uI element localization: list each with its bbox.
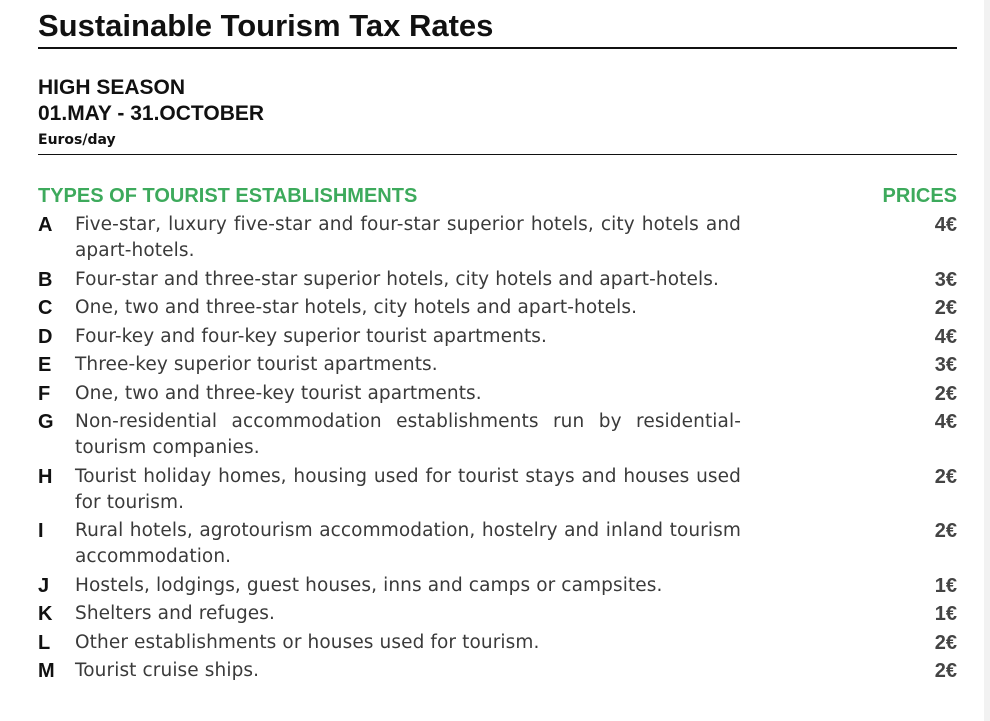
row-description: Rural hotels, agrotourism accommodation, hostelry and inland tourism accommodation.: [75, 520, 741, 567]
row-letter: F: [38, 382, 51, 405]
row-price: 4€: [934, 214, 957, 236]
row-letter: I: [38, 520, 44, 542]
table-row: [38, 658, 957, 684]
table-row: [38, 352, 957, 378]
row-description: One, two and three-key tourist apartments.: [75, 382, 482, 404]
row-price: 2€: [934, 631, 957, 654]
row-description: Five-star, luxury five-star and four-star superior hotels, city hotels and apart-hotels.: [75, 214, 741, 261]
row-price: 3€: [934, 268, 957, 291]
row-description: Non-residential accommodation establishments run by residential-tourism companies.: [75, 411, 741, 458]
row-letter: C: [38, 297, 53, 319]
table-row: [38, 381, 957, 407]
row-price: 4€: [934, 325, 957, 348]
table-row: [38, 464, 957, 516]
row-description: Other establishments or houses used for tourism.: [75, 631, 540, 653]
scrollbar[interactable]: [984, 0, 990, 721]
season-block: [38, 75, 957, 127]
season-name: HIGH SEASON: [38, 76, 186, 99]
table-row: [38, 518, 957, 570]
table-header: [38, 184, 957, 208]
row-price: 4€: [934, 411, 957, 433]
row-description: Tourist holiday homes, housing used for tourist stays and houses used for tourism.: [75, 465, 741, 513]
row-letter: J: [38, 574, 50, 597]
row-price: 1€: [934, 574, 957, 597]
row-price: 2€: [934, 520, 957, 542]
row-letter: D: [38, 325, 53, 348]
price-unit: Euros/day: [38, 132, 116, 148]
table-row: [38, 267, 957, 293]
row-letter: B: [38, 268, 53, 291]
row-description: Three-key superior tourist apartments.: [75, 354, 438, 375]
row-letter: G: [38, 411, 54, 433]
tax-rates-document: [38, 0, 957, 687]
row-letter: A: [38, 214, 53, 236]
table-row: [38, 601, 957, 627]
table-row: [38, 324, 957, 350]
row-price: 2€: [934, 660, 957, 682]
row-letter: H: [38, 465, 53, 488]
season-dates: 01.MAY - 31.OCTOBER: [38, 102, 265, 125]
row-description: One, two and three-star hotels, city hotels and apart-hotels.: [75, 297, 638, 318]
table-row: [38, 573, 957, 599]
row-description: Four-star and three-star superior hotels, city hotels and apart-hotels.: [75, 268, 719, 290]
row-letter: K: [38, 603, 53, 625]
row-letter: E: [38, 354, 52, 376]
row-letter: L: [38, 631, 51, 654]
title-divider: [38, 47, 957, 49]
section-divider: [38, 154, 957, 155]
row-price: 3€: [934, 354, 957, 376]
row-description: Shelters and refuges.: [75, 603, 275, 624]
rates-table: [38, 212, 957, 684]
row-letter: M: [38, 660, 55, 682]
row-price: 1€: [934, 603, 957, 625]
row-description: Hostels, lodgings, guest houses, inns and camps or campsites.: [75, 574, 663, 596]
table-row: [38, 409, 957, 461]
row-price: 2€: [934, 382, 957, 405]
row-description: Tourist cruise ships.: [75, 660, 260, 681]
header-prices: PRICES: [882, 185, 957, 207]
row-price: 2€: [934, 465, 957, 488]
table-row: [38, 630, 957, 656]
row-price: 2€: [934, 297, 957, 319]
page-title: Sustainable Tourism Tax Rates: [38, 8, 494, 43]
row-description: Four-key and four-key superior tourist apartments.: [75, 325, 548, 347]
table-row: [38, 295, 957, 321]
table-row: [38, 212, 957, 264]
header-types: TYPES OF TOURIST ESTABLISHMENTS: [38, 185, 418, 207]
